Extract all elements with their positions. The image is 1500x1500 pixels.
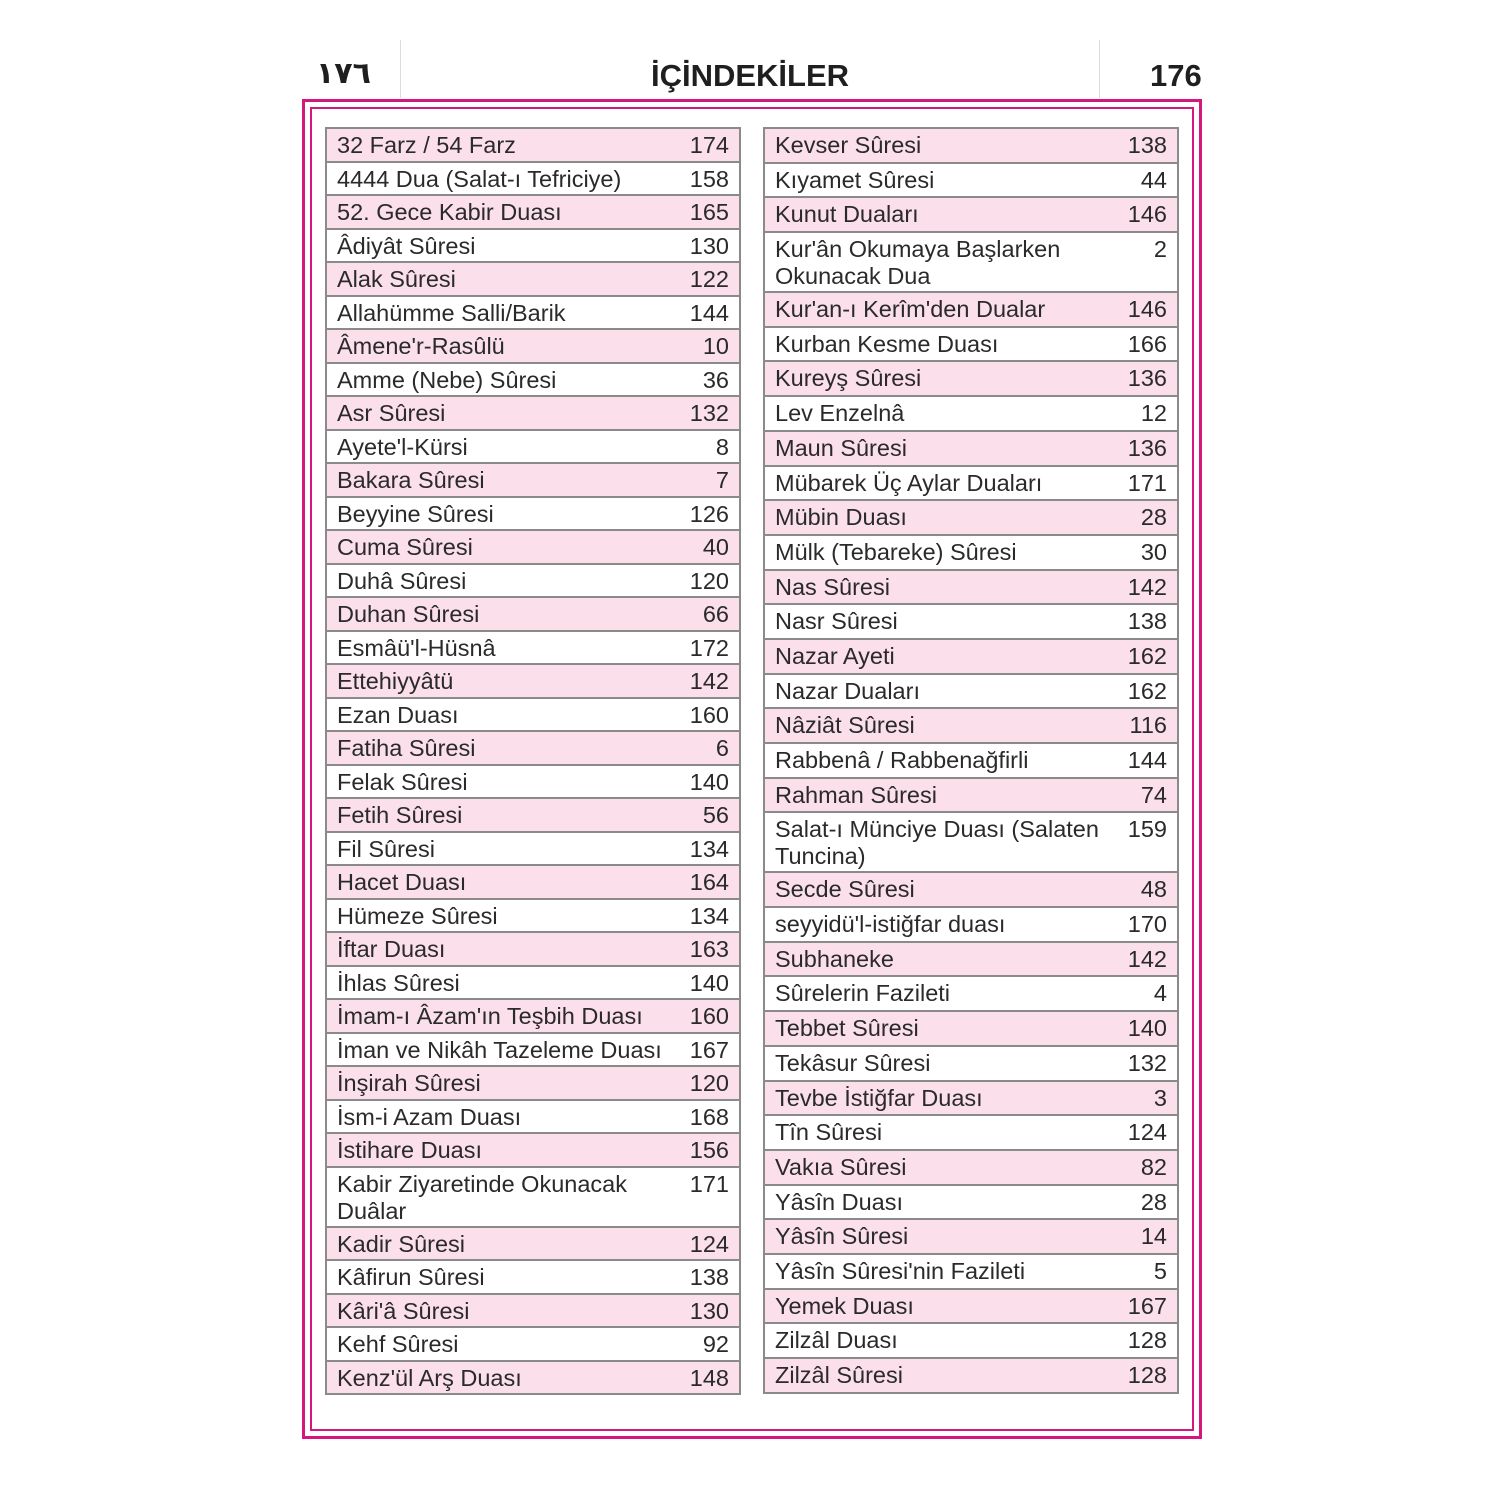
entry-page-number: 92 — [702, 1331, 729, 1357]
entry-page-number: 130 — [689, 1297, 729, 1324]
entry-page-number: 56 — [702, 802, 729, 828]
index-entry — [765, 813, 1177, 873]
entry-page-number: 6 — [715, 735, 729, 761]
entry-page-number: 4 — [1153, 980, 1167, 1007]
index-entry — [327, 1000, 739, 1034]
entry-title: Kâfirun Sûresi — [337, 1264, 485, 1290]
entry-page-number: 82 — [1140, 1153, 1167, 1180]
entry-title: Kehf Sûresi — [337, 1331, 459, 1357]
entry-title: Yemek Duası — [775, 1292, 914, 1319]
index-entry — [765, 1324, 1177, 1359]
index-entry — [327, 732, 739, 766]
entry-title: Nas Sûresi — [775, 573, 890, 600]
index-entry — [327, 1034, 739, 1068]
entry-title: Tevbe İstiğfar Duası — [775, 1084, 983, 1111]
index-entry — [765, 1116, 1177, 1151]
entry-page-number: 140 — [689, 969, 729, 996]
index-entry — [765, 1255, 1177, 1290]
page-number: 176 — [1150, 58, 1202, 93]
entry-title: Esmâü'l-Hüsnâ — [337, 634, 496, 661]
index-entry — [765, 1186, 1177, 1221]
entry-page-number: 30 — [1140, 538, 1167, 565]
entry-page-number: 120 — [689, 567, 729, 594]
index-entry — [327, 1261, 739, 1295]
entry-page-number: 142 — [689, 668, 729, 694]
index-entry — [765, 675, 1177, 710]
index-entry — [327, 1101, 739, 1135]
entry-page-number: 134 — [689, 902, 729, 929]
index-entry — [327, 665, 739, 699]
entry-page-number: 167 — [1127, 1292, 1167, 1319]
entry-page-number: 142 — [1127, 573, 1167, 600]
entry-title: Hacet Duası — [337, 869, 467, 895]
entry-page-number: 36 — [702, 366, 729, 393]
index-entry — [765, 744, 1177, 779]
index-entry — [765, 873, 1177, 908]
entry-page-number: 124 — [1127, 1119, 1167, 1146]
entry-title: Mübin Duası — [775, 504, 907, 531]
entry-page-number: 130 — [689, 232, 729, 259]
entry-title: Mübarek Üç Aylar Duaları — [775, 469, 1043, 496]
entry-page-number: 142 — [1127, 945, 1167, 972]
index-entry — [327, 699, 739, 733]
index-entry — [327, 230, 739, 264]
index-entry — [327, 263, 739, 297]
entry-page-number: 14 — [1140, 1223, 1167, 1250]
entry-page-number: 138 — [1127, 608, 1167, 635]
entry-title: Kenz'ül Arş Duası — [337, 1364, 522, 1391]
entry-title: Kur'an-ı Kerîm'den Dualar — [775, 296, 1046, 323]
index-entry — [765, 467, 1177, 502]
index-entry — [765, 571, 1177, 606]
entry-page-number: 163 — [689, 936, 729, 962]
index-entry — [327, 397, 739, 431]
entry-title: Yâsîn Sûresi — [775, 1223, 909, 1250]
entry-title: Nazar Duaları — [775, 677, 920, 704]
entry-page-number: 168 — [689, 1103, 729, 1130]
entry-title: Sûrelerin Fazileti — [775, 980, 951, 1007]
index-entry — [327, 1362, 739, 1396]
entry-title: Bakara Sûresi — [337, 467, 485, 493]
entry-page-number: 28 — [1140, 504, 1167, 531]
index-column-left — [325, 127, 741, 1395]
entry-title: Yâsîn Sûresi'nin Fazileti — [775, 1257, 1026, 1284]
entry-page-number: 132 — [689, 400, 729, 426]
index-entry — [327, 866, 739, 900]
entry-page-number: 126 — [689, 500, 729, 527]
index-entry — [327, 766, 739, 800]
index-entry — [765, 129, 1177, 164]
index-entry — [327, 967, 739, 1001]
entry-title: Âdiyât Sûresi — [337, 232, 476, 259]
entry-title: İftar Duası — [337, 936, 446, 962]
entry-page-number: 156 — [689, 1137, 729, 1163]
index-entry — [327, 1228, 739, 1262]
entry-page-number: 140 — [689, 768, 729, 795]
entry-title: Kâri'â Sûresi — [337, 1297, 470, 1324]
entry-title: İnşirah Sûresi — [337, 1070, 481, 1096]
index-entry — [765, 1047, 1177, 1082]
entry-title: Ayete'l-Kürsi — [337, 433, 468, 460]
entry-title: Nazar Ayeti — [775, 642, 895, 669]
entry-page-number: 74 — [1140, 781, 1167, 808]
entry-title: 52. Gece Kabir Duası — [337, 199, 562, 225]
entry-page-number: 162 — [1127, 677, 1167, 704]
entry-title: Hümeze Sûresi — [337, 902, 498, 929]
entry-page-number: 144 — [1127, 747, 1167, 773]
entry-page-number: 146 — [1127, 296, 1167, 323]
entry-page-number: 8 — [715, 433, 729, 460]
index-entry — [765, 977, 1177, 1012]
entry-page-number: 160 — [689, 701, 729, 728]
index-entry — [327, 1168, 739, 1228]
index-entry — [765, 605, 1177, 640]
index-entry — [327, 297, 739, 331]
entry-page-number: 40 — [702, 534, 729, 560]
entry-title: Âmene'r-Rasûlü — [337, 333, 505, 359]
entry-title: İman ve Nikâh Tazeleme Duası — [337, 1036, 662, 1063]
entry-title: İmam-ı Âzam'ın Teşbih Duası — [337, 1003, 643, 1029]
entry-page-number: 140 — [1127, 1015, 1167, 1042]
entry-title: İstihare Duası — [337, 1137, 482, 1163]
index-entry — [327, 598, 739, 632]
entry-title: Kabir Ziyaretinde Okunacak Duâlar — [337, 1170, 627, 1224]
index-entry — [327, 1067, 739, 1101]
entry-page-number: 28 — [1140, 1188, 1167, 1215]
entry-title: İhlas Sûresi — [337, 969, 460, 996]
entry-title: İsm-i Azam Duası — [337, 1103, 522, 1130]
entry-page-number: 166 — [1127, 330, 1167, 357]
entry-page-number: 122 — [689, 266, 729, 292]
index-entry — [765, 1359, 1177, 1394]
entry-page-number: 2 — [1153, 236, 1167, 263]
index-entry — [327, 364, 739, 398]
index-entry — [765, 1220, 1177, 1255]
entry-title: Cuma Sûresi — [337, 534, 473, 560]
entry-page-number: 171 — [1127, 469, 1167, 496]
entry-page-number: 170 — [1127, 911, 1167, 938]
entry-title: Maun Sûresi — [775, 434, 907, 461]
entry-title: Kur'ân Okumaya Başlarken Okunacak Dua — [775, 236, 1061, 290]
entry-title: Felak Sûresi — [337, 768, 468, 795]
entry-page-number: 10 — [702, 333, 729, 359]
index-entry — [765, 1290, 1177, 1325]
index-entry — [327, 799, 739, 833]
entry-title: 4444 Dua (Salat-ı Tefriciye) — [337, 165, 622, 192]
entry-title: Secde Sûresi — [775, 876, 915, 903]
index-entry — [765, 397, 1177, 432]
entry-page-number: 174 — [689, 132, 729, 158]
index-entry — [327, 933, 739, 967]
entry-title: Zilzâl Duası — [775, 1327, 898, 1354]
entry-title: Nâziât Sûresi — [775, 712, 915, 739]
entry-title: Kadir Sûresi — [337, 1230, 465, 1257]
entry-page-number: 116 — [1129, 712, 1167, 739]
entry-title: Salat-ı Münciye Duası (Salaten Tuncina) — [775, 816, 1099, 870]
index-entry — [327, 163, 739, 197]
index-entry — [765, 432, 1177, 467]
entry-title: Tebbet Sûresi — [775, 1015, 919, 1042]
index-entry — [765, 536, 1177, 571]
entry-title: Kunut Duaları — [775, 201, 919, 228]
index-entry — [765, 908, 1177, 943]
entry-title: Duhan Sûresi — [337, 601, 480, 627]
entry-page-number: 136 — [1127, 365, 1167, 392]
index-entry — [327, 833, 739, 867]
entry-title: Fatiha Sûresi — [337, 735, 476, 761]
entry-page-number: 12 — [1140, 400, 1167, 427]
index-entry — [765, 1151, 1177, 1186]
index-entry — [327, 498, 739, 532]
index-entry — [327, 464, 739, 498]
entry-page-number: 171 — [689, 1170, 729, 1197]
entry-title: 32 Farz / 54 Farz — [337, 132, 516, 158]
entry-page-number: 128 — [1127, 1327, 1167, 1354]
index-entry — [765, 198, 1177, 233]
page-header — [0, 40, 1500, 98]
entry-page-number: 66 — [702, 601, 729, 627]
entry-page-number: 167 — [689, 1036, 729, 1063]
entry-title: Lev Enzelnâ — [775, 400, 905, 427]
index-entry — [765, 1012, 1177, 1047]
entry-title: Kıyamet Sûresi — [775, 166, 935, 193]
entry-title: Yâsîn Duası — [775, 1188, 904, 1215]
index-entry — [327, 129, 739, 163]
index-entry — [765, 233, 1177, 293]
entry-page-number: 3 — [1153, 1084, 1167, 1111]
entry-title: Kevser Sûresi — [775, 132, 922, 158]
entry-page-number: 136 — [1127, 434, 1167, 461]
entry-page-number: 159 — [1127, 816, 1167, 843]
index-entry — [327, 531, 739, 565]
entry-page-number: 138 — [1127, 132, 1167, 158]
index-entry — [327, 565, 739, 599]
page-title: İÇİNDEKİLER — [650, 58, 850, 93]
entry-title: Vakıa Sûresi — [775, 1153, 907, 1180]
index-entry — [765, 943, 1177, 978]
index-entry — [765, 328, 1177, 363]
entry-page-number: 162 — [1127, 642, 1167, 669]
index-entry — [765, 362, 1177, 397]
index-entry — [765, 164, 1177, 199]
index-entry — [327, 900, 739, 934]
entry-page-number: 164 — [689, 869, 729, 895]
entry-title: Tekâsur Sûresi — [775, 1049, 931, 1076]
entry-title: Duhâ Sûresi — [337, 567, 467, 594]
index-entry — [327, 330, 739, 364]
entry-page-number: 138 — [689, 1264, 729, 1290]
entry-title: Rahman Sûresi — [775, 781, 937, 808]
entry-page-number: 160 — [689, 1003, 729, 1029]
entry-page-number: 120 — [689, 1070, 729, 1096]
entry-title: Subhaneke — [775, 945, 894, 972]
index-entry — [765, 640, 1177, 675]
entry-title: Allahümme Salli/Barik — [337, 299, 566, 326]
entry-title: Amme (Nebe) Sûresi — [337, 366, 557, 393]
index-entry — [327, 632, 739, 666]
entry-title: Kureyş Sûresi — [775, 365, 922, 392]
index-entry — [327, 196, 739, 230]
entry-title: Beyyine Sûresi — [337, 500, 494, 527]
index-column-right — [763, 127, 1179, 1394]
entry-page-number: 7 — [715, 467, 729, 493]
entry-page-number: 172 — [689, 634, 729, 661]
entry-page-number: 124 — [689, 1230, 729, 1257]
index-entry — [765, 501, 1177, 536]
entry-title: Mülk (Tebareke) Sûresi — [775, 538, 1017, 565]
entry-page-number: 5 — [1153, 1257, 1167, 1284]
entry-title: seyyidü'l-istiğfar duası — [775, 911, 1006, 938]
index-entry — [327, 1134, 739, 1168]
entry-page-number: 44 — [1140, 166, 1167, 193]
entry-title: Tîn Sûresi — [775, 1119, 883, 1146]
entry-page-number: 158 — [689, 165, 729, 192]
entry-page-number: 128 — [1127, 1362, 1167, 1388]
index-entry — [765, 779, 1177, 814]
index-entry — [327, 431, 739, 465]
entry-title: Fil Sûresi — [337, 835, 435, 862]
index-entry — [327, 1295, 739, 1329]
page-number-arabic: ١٧٦ — [316, 56, 371, 91]
entry-title: Alak Sûresi — [337, 266, 456, 292]
entry-title: Rabbenâ / Rabbenağfirli — [775, 747, 1029, 773]
entry-title: Zilzâl Sûresi — [775, 1362, 903, 1388]
entry-title: Ezan Duası — [337, 701, 459, 728]
index-entry — [765, 293, 1177, 328]
entry-title: Fetih Sûresi — [337, 802, 463, 828]
index-entry — [765, 1082, 1177, 1117]
index-entry — [327, 1328, 739, 1362]
entry-title: Nasr Sûresi — [775, 608, 898, 635]
entry-page-number: 132 — [1127, 1049, 1167, 1076]
entry-page-number: 134 — [689, 835, 729, 862]
index-entry — [765, 709, 1177, 744]
entry-title: Asr Sûresi — [337, 400, 446, 426]
entry-page-number: 48 — [1140, 876, 1167, 903]
entry-page-number: 146 — [1127, 201, 1167, 228]
entry-title: Ettehiyyâtü — [337, 668, 454, 694]
entry-page-number: 148 — [689, 1364, 729, 1391]
entry-page-number: 144 — [689, 299, 729, 326]
entry-page-number: 165 — [689, 199, 729, 225]
entry-title: Kurban Kesme Duası — [775, 330, 999, 357]
